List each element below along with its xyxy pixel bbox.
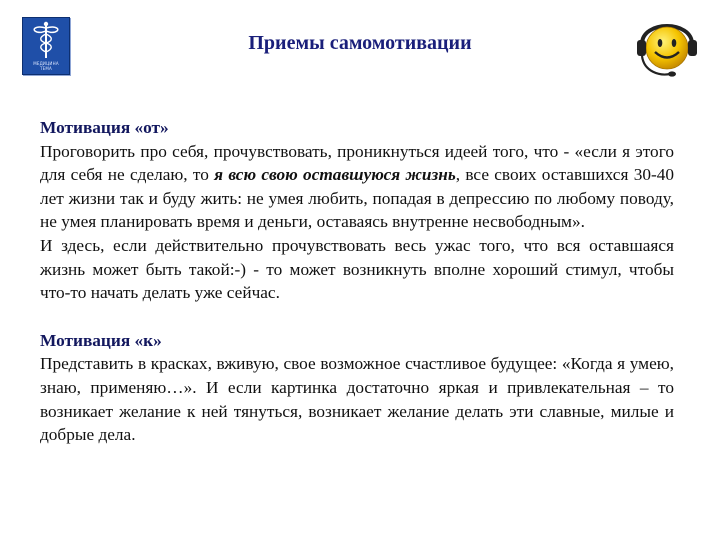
text-fragment: Проговорить про себя, прочувствовать, проникнуться идеей того, что - «если я этого для себя не сделаю, то: [40, 141, 674, 185]
logo-caption: МЕДИЦИНА ТЕМА: [33, 61, 59, 71]
motivation-from-heading: Мотивация «от»: [40, 118, 169, 137]
page-title: Приемы самомотивации: [248, 32, 472, 54]
text-fragment: , все своих оставшихся 30-40 лет жизни так и буду жить: не умея любить, попадая в депрессию по любому поводу, не умея планировать время и деньги, оставаясь внутренне несвободным».: [40, 165, 675, 232]
motivation-to-paragraph: Представить в красках, вживую, свое возможное счастливое будущее: «Когда я умею, знаю, применяю…». И если картинка достаточно яркая и привлекательная – то возникает желание к ней тянуться, возникает желание делать эти славные, милые и добрые дела.: [40, 354, 674, 445]
emphasis-text: я всю свою оставшуюся жизнь: [214, 165, 456, 185]
headset-smiley-icon: [632, 10, 702, 82]
motivation-from-paragraph: [40, 140, 674, 234]
content: [40, 116, 674, 447]
motivation-from-paragraph-2: И здесь, если действительно прочувствовать весь ужас того, что вся оставшаяся жизнь может быть такой:-) - то может возникнуть вполне хороший стимул, чтобы что-то начать делать уже сейчас.: [40, 235, 674, 303]
spacer: [40, 305, 674, 329]
motivation-to-heading: Мотивация «к»: [40, 330, 162, 350]
